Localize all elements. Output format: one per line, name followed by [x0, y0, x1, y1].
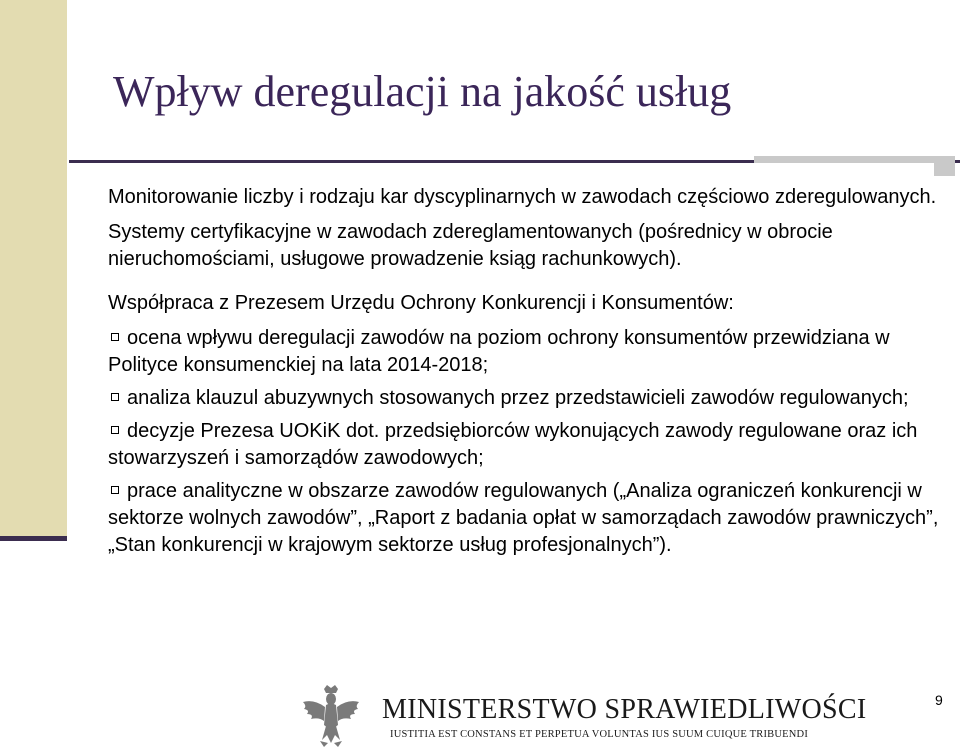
bullet-text: prace analityczne w obszarze zawodów regulowanych („Analiza ograniczeń konkurencji w sektorze wolnych zawodów”, „Raport z badania opłat w samorządach zawodów prawniczych”, „Stan konkurencji w krajowym sektorze usług profesjonalnych”). — [108, 480, 939, 556]
decorative-grey-bar — [754, 156, 955, 163]
bullet-item — [108, 385, 946, 412]
bullet-item — [108, 325, 946, 379]
bullet-list — [108, 325, 946, 559]
slide-body — [108, 184, 946, 565]
page-number: 9 — [935, 692, 943, 708]
body-paragraph: Współpraca z Prezesem Urzędu Ochrony Konkurencji i Konsumentów: — [108, 292, 734, 314]
square-bullet-icon — [111, 486, 119, 494]
decorative-side-line — [0, 536, 67, 541]
polish-eagle-emblem-icon — [300, 685, 362, 751]
square-bullet-icon — [111, 426, 119, 434]
bullet-text: decyzje Prezesa UOKiK dot. przedsiębiorców wykonujących zawody regulowane oraz ich stowarzyszeń i samorządów zawodowych; — [108, 420, 918, 469]
bullet-text: analiza klauzul abuzywnych stosowanych przez przedstawicieli zawodów regulowanych; — [127, 387, 909, 409]
decorative-grey-box — [934, 156, 955, 176]
slide-title: Wpływ deregulacji na jakość usług — [113, 67, 732, 116]
ministry-name: MINISTERSTWO SPRAWIEDLIWOŚCI — [382, 694, 867, 725]
body-paragraph: Monitorowanie liczby i rodzaju kar dyscyplinarnych w zawodach częściowo zderegulowanych. — [108, 186, 937, 208]
bullet-item — [108, 418, 946, 472]
square-bullet-icon — [111, 333, 119, 341]
body-paragraph: Systemy certyfikacyjne w zawodach zdereglamentowanych (pośrednicy w obrocie nieruchomościami, usługowe prowadzenie ksiąg rachunkowych). — [108, 221, 833, 270]
ministry-motto: IUSTITIA EST CONSTANS ET PERPETUA VOLUNTAS IUS SUUM CUIQUE TRIBUENDI — [390, 729, 809, 740]
decorative-side-band — [0, 0, 67, 540]
square-bullet-icon — [111, 393, 119, 401]
bullet-item — [108, 478, 946, 559]
bullet-text: ocena wpływu deregulacji zawodów na poziom ochrony konsumentów przewidziana w Polityce konsumenckiej na lata 2014-2018; — [108, 327, 890, 376]
